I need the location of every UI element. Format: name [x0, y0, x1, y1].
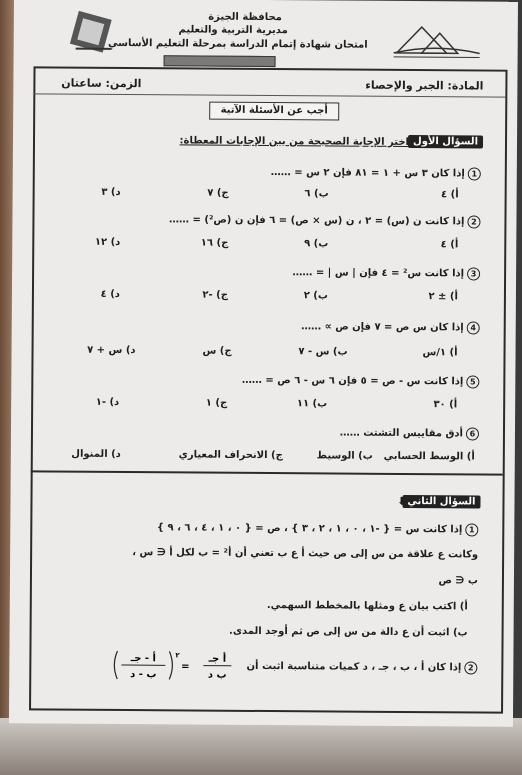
ministry-logo-icon: [392, 19, 482, 60]
item-number: 5: [466, 375, 479, 388]
q1-item-4-option-c: ج) س: [202, 345, 232, 357]
directorate-name: مديرية التربية والتعليم: [178, 24, 288, 37]
exam-paper: [9, 0, 518, 727]
item-number: 3: [467, 267, 480, 280]
q1-item-5-option-a: أ) ٣٠: [433, 399, 458, 411]
q1-item-2-option-a: أ) ٤: [440, 239, 459, 251]
item-number: 1: [468, 167, 481, 180]
arrow-down-icon: ⬇: [397, 494, 407, 508]
q2-part-b: ب) اثبت أن ع دالة من س إلى ص ثم أوجد المدى.: [229, 625, 468, 639]
q1-item-1-option-d: د) ٣: [101, 186, 121, 198]
q2-statement-line-3: ب ∈ ص: [438, 575, 478, 587]
q1-item-3-option-a: أ) ± ٢: [428, 291, 458, 303]
q1-item-6-option-b: ب) الوسيط: [316, 450, 373, 462]
instructions-box: أجب عن الأسئلة الآتية: [209, 102, 339, 121]
svg-text:أ - جـ: أ - جـ: [130, 653, 157, 665]
item-number: 2: [467, 215, 480, 228]
question-1-label: السؤال الأول: [408, 135, 483, 149]
q2-statement-line-1: [157, 521, 478, 536]
q1-item-6-option-d: د) المنوال: [71, 448, 121, 460]
svg-text:٢: ٢: [175, 651, 180, 660]
q2-part-a: أ) اكتب بيان ع ومثلها بالمخطط السهمي.: [266, 600, 468, 613]
item-number: 6: [466, 427, 479, 440]
q1-item-2-option-c: ج) ١٦: [200, 237, 229, 249]
q1-item-3-text: إذا كانت س² = ٤ فإن | س | = ……: [292, 267, 465, 280]
emblem-icon: [66, 9, 122, 57]
q2-statement-line-2: وكانت ع علاقة من س إلى ص حيث أ ع ب تعني أن أ² = ب لكل أ ∈ س ،: [132, 547, 479, 561]
item-number: 1: [465, 523, 478, 536]
q2-part-c-text: إذا كان أ ، ب ، جـ ، د كميات متناسبة اثبت أن: [246, 660, 462, 674]
q2-line-1-text: إذا كانت س = { -١ ، ٠ ، ١ ، ٢ ، ٣ } ، ص = { ٠ ، ١ ، ٤ ، ٦ ، ٩ }: [156, 522, 463, 536]
q1-item-4-option-b: ب) س - ٧: [298, 346, 348, 358]
exam-frame: [29, 66, 507, 713]
q1-item-5-option-d: د) -١: [95, 396, 120, 408]
q1-item-1-option-b: ب) ٦: [304, 188, 329, 200]
q1-item-1-option-a: أ) ٤: [441, 189, 459, 201]
q1-item-4-option-a: أ) ١/س: [422, 347, 458, 359]
proportion-formula: [105, 647, 235, 684]
exam-subtitle-bar: [164, 55, 276, 67]
q1-item-2-option-d: د) ١٢: [94, 236, 121, 248]
q1-item-1: [271, 166, 481, 180]
item-number: 2: [464, 661, 477, 674]
q1-item-3-option-b: ب) ٢: [303, 290, 328, 302]
q1-item-6-option-a: أ) الوسط الحسابي: [383, 450, 475, 463]
q1-item-3-option-d: د) ٤: [100, 288, 120, 300]
q1-item-2-text: إذا كانت ن (س) = ٢ ، ن (س × ص) = ٦ فإن ن (ص²) = ……: [169, 214, 465, 228]
q1-item-5-option-b: ب) ١١: [296, 398, 328, 410]
q1-item-3: [292, 266, 480, 280]
q1-item-5-text: إذا كانت س - ص = ٥ فإن ٦ س - ٦ ص = ……: [241, 374, 464, 388]
svg-text:=: =: [181, 661, 190, 673]
q1-item-6-text: أدق مقاييس التشتت ……: [339, 427, 464, 440]
svg-text:أ جـ: أ جـ: [208, 653, 227, 665]
q2-part-c: [246, 660, 477, 675]
q1-item-1-text: إذا كان ٣ س + ١ = ٨١ فإن ٢ س = ……: [270, 167, 465, 180]
q1-item-6-option-c: ج) الانحراف المعياري: [178, 449, 283, 462]
question-2-label: السؤال الثاني: [402, 495, 480, 509]
item-number: 4: [467, 321, 480, 334]
exam-title: امتحان شهادة إتمام الدراسة بمرحلة التعليم الأساسي: [107, 37, 368, 51]
q1-item-1-option-c: ج) ٧: [207, 187, 229, 199]
q1-item-5-option-c: ج) ١: [205, 397, 228, 409]
q1-item-4-text: إذا كان س ص = ٧ فإن ص ∝ ……: [301, 321, 464, 334]
q1-item-2-option-b: ب) ٩: [304, 238, 329, 250]
background-bottom: [0, 718, 522, 775]
q1-item-6: [340, 427, 479, 441]
q1-item-5: [242, 374, 479, 389]
question-1-prompt: اختر الإجابة الصحيحة من بين الإجابات المعطاة:: [179, 135, 410, 149]
q1-item-2: [169, 213, 480, 228]
governorate-name: محافظة الجيزة: [208, 11, 282, 24]
svg-text:ب د: ب د: [207, 669, 227, 681]
subject-label: المادة: الجبر والإحصاء: [365, 78, 484, 93]
q1-item-4-option-d: د) س + ٧: [87, 344, 136, 357]
q1-item-3-option-c: ج) -٢: [202, 289, 228, 301]
q1-item-4: [301, 320, 480, 334]
time-label: الزمن: ساعتان: [61, 76, 142, 91]
svg-text:ب - د: ب - د: [130, 669, 157, 681]
